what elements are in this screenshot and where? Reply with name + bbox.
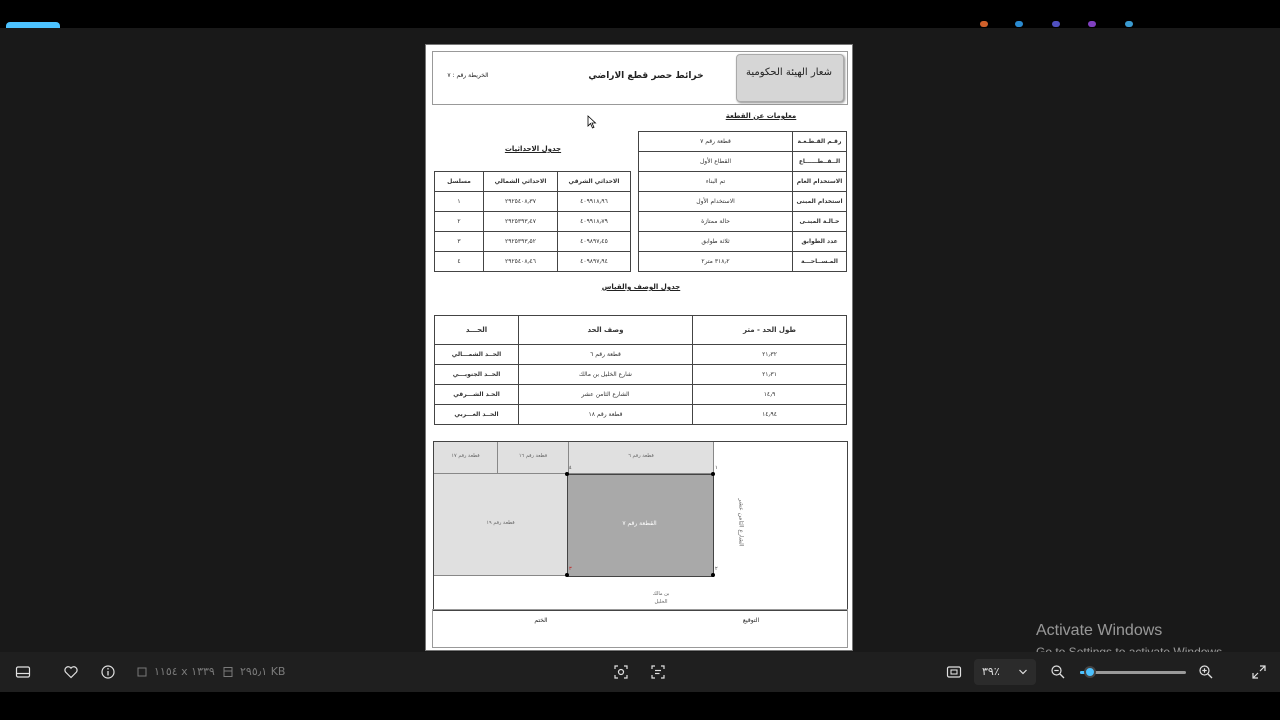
government-logo-box [736, 54, 844, 102]
plot-info-value: تم البناء [639, 172, 793, 192]
desc-header-cell: الحـــد [435, 316, 519, 345]
coords-cell: ٢٩٢٥٤٠٨٫٤٦ [484, 252, 558, 272]
coords-cell: ٤ [435, 252, 484, 272]
coords-header-row [435, 172, 631, 192]
coords-header-cell: الاحداثي الشمالي [484, 172, 558, 192]
coords-table [434, 171, 631, 272]
coords-row [435, 212, 631, 232]
desc-row [435, 405, 847, 425]
desc-cell: الحــد الغـــربي [435, 405, 519, 425]
coords-cell: ٢٩٢٥٣٩٣٫٥٢ [484, 232, 558, 252]
south-street-label-2: الخليل [654, 599, 668, 605]
plot-info-label: الــقــطــــــاع [793, 152, 847, 172]
dimensions-icon [136, 666, 148, 678]
plot-19-label: قطعة رقم ١٩ [486, 520, 515, 526]
vertex-4-marker [565, 472, 569, 476]
plot-info-heading: معلومات عن القطعة [725, 112, 797, 120]
plot-info-label: حـالـة المبنـى [793, 212, 847, 232]
desc-cell: ١٤٫٩ [693, 385, 847, 405]
vertex-1-label: ١ [715, 465, 718, 471]
plot-info-value: قطعة رقم ٧ [639, 132, 793, 152]
file-size-icon [222, 666, 234, 678]
map-number: الخريطة رقم : ٧ [447, 72, 489, 79]
plot-info-value: ٣١٨٫٢ متر٢ [639, 252, 793, 272]
vertex-3-label: ٣ [569, 566, 572, 572]
plot-info-value: ثلاثة طوابق [639, 232, 793, 252]
desc-cell: ٢١٫٣٢ [693, 345, 847, 365]
plot-6-label: قطعة رقم ٦ [628, 453, 654, 459]
mouse-cursor-icon [587, 115, 597, 129]
zoom-in-icon[interactable] [1198, 664, 1214, 680]
desc-header-cell: وصف الحد [519, 316, 693, 345]
vertex-2-label: ٢ [715, 566, 718, 572]
status-dot-indigo [1052, 21, 1060, 27]
coords-heading: جدول الاحداثيات [504, 145, 562, 153]
plot-info-row [639, 252, 847, 272]
coords-cell: ٢ [435, 212, 484, 232]
desc-cell: قطعة رقم ١٨ [519, 405, 693, 425]
desc-cell: الحـد الشـــرقي [435, 385, 519, 405]
plot-info-table [638, 131, 847, 272]
plot-16-label: قطعة رقم ١٦ [518, 453, 548, 459]
plot-7-label: القطعة رقم ٧ [622, 520, 657, 527]
plot-info-value: حالة ممتازة [639, 212, 793, 232]
coords-header-cell: الاحداثي الشرقي [558, 172, 631, 192]
coords-cell: ١ [435, 192, 484, 212]
fit-to-window-icon[interactable] [946, 664, 962, 680]
plot-info-row [639, 132, 847, 152]
desc-cell: الحــد الشمـــالي [435, 345, 519, 365]
coords-cell: ٢٩٢٥٣٩٣٫٤٧ [484, 212, 558, 232]
plot-17-label: قطعة رقم ١٧ [451, 453, 480, 459]
signature-label: التوقيع [742, 617, 760, 624]
plot-info-label: رقـم القـطـعـة [793, 132, 847, 152]
desc-header-row [435, 316, 847, 345]
desc-cell: الحــد الجنوبـــي [435, 365, 519, 385]
status-dot-cyan [1125, 21, 1133, 27]
filmstrip-icon[interactable] [15, 665, 31, 679]
desc-cell: ٢١٫٣١ [693, 365, 847, 385]
status-dot-blue [1015, 21, 1023, 27]
stamp-label: الختم [534, 617, 548, 624]
plot-info-row [639, 232, 847, 252]
chevron-down-icon [1018, 668, 1028, 676]
desc-cell: شارع الخليل بن مالك [519, 365, 693, 385]
status-dot-purple [1088, 21, 1096, 27]
desc-heading: جدول الوصف والقياس [601, 283, 681, 291]
bottom-black-strip [0, 692, 1280, 720]
coords-cell: ٣ [435, 232, 484, 252]
text-extract-icon[interactable] [650, 664, 666, 680]
favorite-heart-icon[interactable] [63, 665, 79, 679]
desc-header-cell: طول الحد - متر [693, 316, 847, 345]
plot-info-value: القطاع الأول [639, 152, 793, 172]
file-info-icon[interactable] [100, 664, 116, 680]
south-street-label-1: بن مالك [652, 591, 670, 597]
vertex-2-marker [711, 573, 715, 577]
desc-cell: قطعة رقم ٦ [519, 345, 693, 365]
activate-windows-title: Activate Windows [1036, 622, 1163, 639]
coords-row [435, 192, 631, 212]
coords-cell: ٤٠٩٩١٨٫٩٦ [558, 192, 631, 212]
image-dimensions: ١١٥٤ x ١٣٣٩ [154, 665, 215, 678]
title-bar [0, 0, 1280, 28]
status-dot-orange [980, 21, 988, 27]
desc-cell: الشارع الثامن عشر [519, 385, 693, 405]
coords-cell: ٤٠٩٨٩٧٫٩٤ [558, 252, 631, 272]
plot-info-row [639, 212, 847, 232]
desc-table [434, 315, 847, 425]
document-page [425, 44, 853, 651]
plot-info-row [639, 192, 847, 212]
east-street-label: الشارع الثامن عشر [737, 498, 745, 547]
zoom-slider-thumb[interactable] [1084, 666, 1096, 678]
coords-row [435, 252, 631, 272]
vertex-4-label: ٤ [569, 465, 572, 471]
logo-text: شعار الهيئة الحكومية [746, 67, 832, 78]
file-size: ٢٩٥٫١ KB [240, 665, 286, 678]
fullscreen-icon[interactable] [1251, 664, 1267, 680]
vertex-3-marker [565, 573, 569, 577]
coords-cell: ٤٠٩٨٩٧٫٤٥ [558, 232, 631, 252]
coords-cell: ٤٠٩٩١٨٫٧٩ [558, 212, 631, 232]
desc-cell: ١٤٫٩٤ [693, 405, 847, 425]
visual-search-icon[interactable] [613, 664, 629, 680]
document-title: خرائط حصر قطع الاراضي [588, 71, 704, 81]
plot-info-row [639, 172, 847, 192]
vertex-1-marker [711, 472, 715, 476]
footer-box [432, 609, 848, 648]
plot-info-label: استخدام المبنى [793, 192, 847, 212]
plot-info-label: الاستخدام العام [793, 172, 847, 192]
plot-info-value: الاستخدام الأول [639, 192, 793, 212]
zoom-level: ٣٩٪ [982, 665, 1000, 678]
coords-cell: ٢٩٢٥٤٠٨٫٣٧ [484, 192, 558, 212]
coords-header-cell: مسلسل [435, 172, 484, 192]
plot-info-label: المـســاحـــة [793, 252, 847, 272]
coords-row [435, 232, 631, 252]
desc-row [435, 385, 847, 405]
desc-row [435, 365, 847, 385]
zoom-out-icon[interactable] [1050, 664, 1066, 680]
desc-row [435, 345, 847, 365]
plot-info-row [639, 152, 847, 172]
plot-info-label: عدد الطوابق [793, 232, 847, 252]
